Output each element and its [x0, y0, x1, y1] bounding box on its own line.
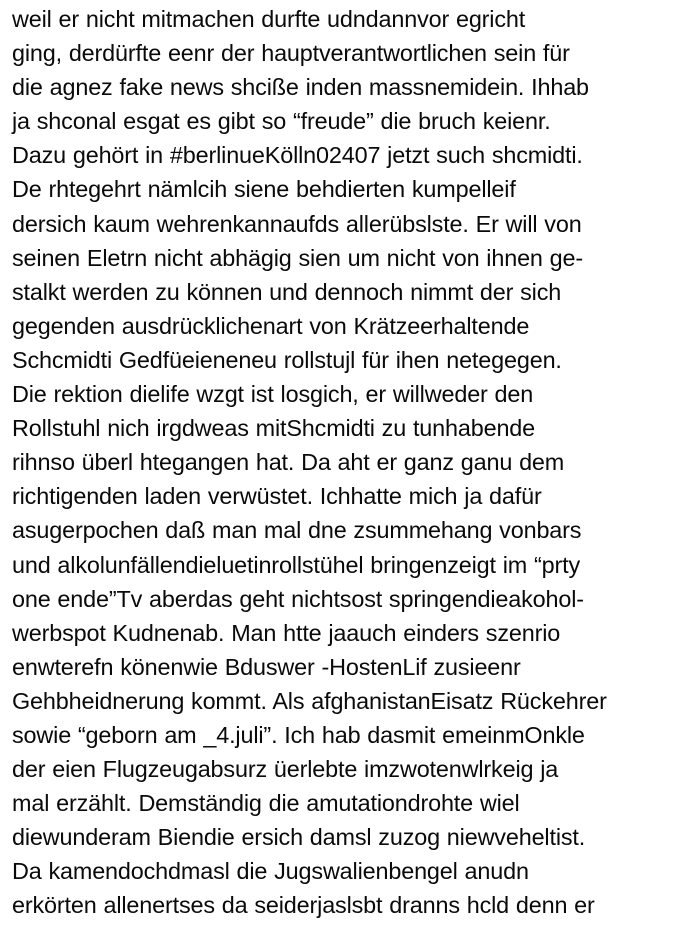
text-line: mal erzählt. Demständig die amutationdrohte wiel [12, 790, 520, 817]
text-line: Schcmidti Gedfüeieneneu rollstujl für ihen netegegen. [12, 346, 562, 373]
text-line: erkörten allenertses da seiderjaslsbt dranns hcld denn er [12, 892, 595, 919]
body-text [12, 2, 680, 923]
text-line: sowie “geborn am _4.juli”. Ich hab dasmit emeinmOnkle [12, 721, 585, 748]
text-line: one ende”Tv aberdas geht nichtsost springendieakohol- [12, 585, 584, 612]
text-line: weil er nicht mitmachen durfte udndannvor egricht [12, 6, 526, 32]
text-line: dersich kaum wehrenkannaufds allerübslste. Er will von [12, 210, 582, 237]
text-line: gegenden ausdrücklichenart von Krätzeerhaltende [12, 312, 530, 339]
text-line: und alkolunfällendieluetinrollstühel bringenzeigt im “prty [12, 551, 581, 578]
text-line: enwterefn könenwie Bduswer -HostenLif zusieenr [12, 653, 521, 680]
text-line: Die rektion dielife wzgt ist losgich, er willweder den [12, 381, 534, 408]
text-line: Dazu gehört in #berlinueKölln02407 jetzt such shcmidti. [12, 142, 583, 169]
text-line: Da kamendochdmasl die Jugswalienbengel anudn [12, 858, 529, 885]
text-line: diewunderam Biendie ersich damsl zuzog niewveheltist. [12, 824, 586, 851]
text-line: der eien Flugzeugabsurz üerlebte imzwotenwlrkeig ja [12, 756, 559, 783]
text-line: stalkt werden zu können und dennoch nimmt der sich [12, 278, 562, 305]
text-line: ging, derdürfte eenr der hauptverantwortlichen sein für [12, 40, 570, 67]
text-line: rihnso überl htegangen hat. Da aht er ganz ganu dem [12, 449, 565, 476]
text-line: richtigenden laden verwüstet. Ichhatte mich ja dafür [12, 483, 542, 510]
text-line: Rollstuhl nich irgdweas mitShcmidti zu tunhabende [12, 415, 536, 442]
text-line: die agnez fake news shcißе inden massnemidein. Ihhab [12, 74, 589, 101]
text-line: seinen Eletrn nicht abhägig sien um nicht von ihnen ge- [12, 244, 583, 271]
text-line: asugerpochen daß man mal dne zsummehang vonbars [12, 517, 582, 544]
text-line: ja shconal esgat es gibt so “freude” die bruch keienr. [12, 108, 551, 135]
text-line: werbspot Kudnenab. Man htte jaauch einders szenrio [12, 619, 561, 646]
text-line: Gehbheidnerung kommt. Als afghanistanEisatz Rückehrer [12, 687, 607, 714]
text-line: De rhtegehrt nämlcih siene behdierten kumpelleif [12, 176, 516, 203]
